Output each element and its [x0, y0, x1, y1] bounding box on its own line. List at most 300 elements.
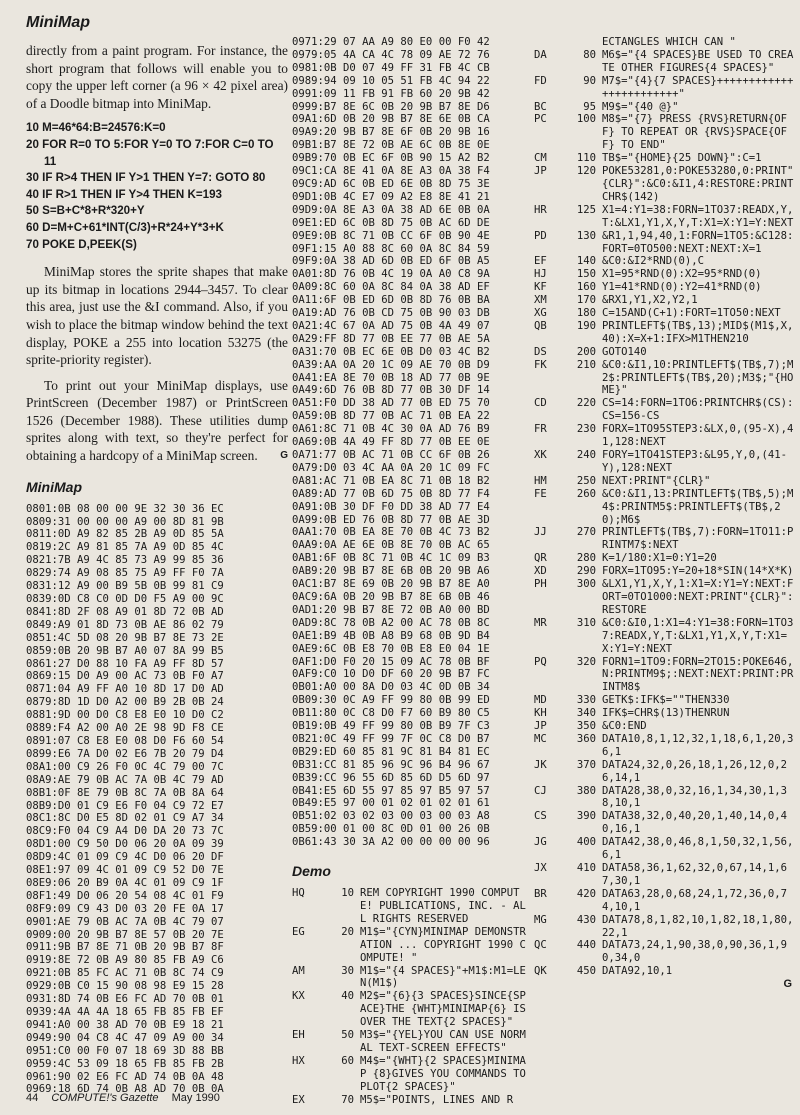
hex-line: 0A39:AA 0A 20 1C 09 AE 70 0B D9 — [292, 358, 490, 371]
demo-line — [292, 926, 530, 965]
demo-checksum: XG — [534, 307, 547, 320]
hex-line: 0A11:6F 0B ED 6D 0B 8D 76 0B BA — [292, 294, 490, 307]
demo-line — [534, 75, 796, 101]
demo-line — [534, 346, 796, 359]
hex-line: 0991:09 11 FB 91 FB 60 20 9B 42 — [292, 87, 490, 100]
demo-statement: DATA92,10,1 — [602, 965, 673, 978]
listing-title: MiniMap — [26, 478, 82, 495]
hex-line: 0921:0B 85 FC AC 71 0B 8C 74 C9 — [26, 967, 224, 980]
demo-checksum: XK — [534, 449, 547, 461]
hex-line: 09C1:CA 8E 41 0A 8E A3 0A 38 F4 — [292, 165, 490, 178]
demo-statement: FORX=1TO95:Y=20+18*SIN(14*X*K) — [602, 565, 794, 578]
hex-line: 0999:B7 8E 6C 0B 20 9B B7 8E D6 — [292, 100, 490, 113]
demo-line — [534, 36, 796, 49]
demo-line — [534, 965, 796, 978]
demo-line-number: 350 — [576, 720, 596, 733]
demo-line-number: 95 — [583, 100, 596, 113]
demo-line — [534, 307, 796, 320]
hex-line: 09B9:70 0B EC 6F 0B 90 15 A2 B2 — [292, 152, 490, 165]
hex-line: 0819:2C A9 81 85 7A A9 0D 85 4C — [26, 541, 224, 554]
demo-line-number: 420 — [576, 887, 596, 900]
hex-line: 08E1:97 09 4C 01 09 C9 52 D0 7E — [26, 864, 224, 877]
demo-line — [534, 759, 796, 785]
hex-line: 08C1:8C D0 E5 8D 02 01 C9 A7 34 — [26, 812, 224, 825]
hex-line: 0A59:0B 8D 77 0B AC 71 0B EA 22 — [292, 410, 490, 423]
hex-line: 0AB9:20 9B B7 8E 6B 0B 20 9B A6 — [292, 565, 490, 578]
demo-checksum: EX — [292, 1093, 305, 1106]
hex-line: 0849:A9 01 8D 73 0B AE 86 02 79 — [26, 618, 224, 631]
demo-line-number: 20 — [341, 925, 354, 938]
hex-line: 0809:31 00 00 00 A9 00 8D 81 9B — [26, 515, 224, 528]
hex-line: 0969:18 6D 74 0B A8 AD 70 0B 0A — [26, 1083, 224, 1096]
demo-line-number: 340 — [576, 707, 596, 720]
demo-line-number: 430 — [576, 913, 596, 926]
hex-line: 0B09:30 0C A9 FF 99 80 0B 99 ED — [292, 694, 490, 707]
hex-line: 0A09:8C 60 0A 8C 84 0A 38 AD EF — [292, 281, 490, 294]
demo-checksum: JP — [534, 165, 547, 178]
demo-statement: DATA28,38,0,32,16,1,34,30,1,38,10,1 — [602, 784, 787, 810]
hex-line: 0A99:0B ED 76 0B 8D 77 0B AE 3D — [292, 513, 490, 526]
demo-line-number: 300 — [576, 578, 596, 591]
demo-line — [534, 475, 796, 488]
hex-line: 0B01:A0 00 8A D0 03 4C 0D 0B 34 — [292, 681, 490, 694]
demo-line-number: 140 — [576, 255, 596, 268]
hex-line: 0A81:AC 71 0B EA 8C 71 0B 18 B2 — [292, 474, 490, 487]
demo-line-number: 290 — [576, 565, 596, 578]
hex-line: 08E9:06 20 B9 0A 4C 01 09 C9 1F — [26, 876, 224, 889]
demo-line-number: 70 — [341, 1093, 354, 1106]
demo-line — [534, 526, 796, 552]
demo-statement: M1$="{CYN}MINIMAP DEMONSTRATION ... COPYRIGHT 1990 COMPUTE! " — [360, 925, 526, 964]
hex-line: 0879:8D 1D D0 A2 00 B9 2B 0B 24 — [26, 696, 224, 709]
hex-line: 09F9:0A 38 AD 6D 0B ED 6F 0B A5 — [292, 255, 490, 268]
hex-line: 0B19:0B 49 FF 99 80 0B B9 7F C3 — [292, 720, 490, 733]
hex-line: 08F1:49 D0 06 20 54 08 4C 01 F9 — [26, 889, 224, 902]
demo-line — [534, 733, 796, 759]
demo-checksum: FR — [534, 423, 547, 436]
hex-line: 09C9:AD 6C 0B ED 6E 0B 8D 75 3E — [292, 177, 490, 190]
demo-line — [534, 165, 796, 204]
demo-statement: GETK$:IFK$=""THEN330 — [602, 694, 730, 707]
hex-line: 0A41:EA 8E 70 0B 18 AD 77 0B 9E — [292, 371, 490, 384]
demo-line — [534, 281, 796, 294]
demo-checksum: QC — [534, 939, 547, 952]
demo-line — [534, 320, 796, 346]
demo-checksum: QR — [534, 552, 547, 565]
hex-line: 0811:0D A9 82 85 2B A9 0D 85 5A — [26, 528, 224, 541]
hex-line: 0AC1:B7 8E 69 0B 20 9B B7 8E A0 — [292, 578, 490, 591]
demo-statement: M2$="{6}{3 SPACES}SINCE{SPACE}THE {WHT}MINIMAP{6} IS OVER THE TEXT{2 SPACES}" — [360, 990, 533, 1029]
demo-checksum: XD — [534, 565, 547, 578]
demo-statement: FORN1=1TO9:FORN=2TO15:POKE646,N:PRINTM9$;:NEXT:NEXT:PRINT:PRINTM8$ — [602, 655, 794, 694]
page-number: 44 — [26, 1092, 39, 1104]
hex-line: 09D9:0A 8E A3 0A 38 AD 6E 0B 0A — [292, 203, 490, 216]
demo-checksum: QB — [534, 319, 547, 332]
hex-line: 08A9:AE 79 0B AC 7A 0B 4C 79 AD — [26, 773, 224, 786]
hex-line: 09E1:ED 6C 0B 8D 75 0B AC 6D DE — [292, 216, 490, 229]
hex-line: 0831:12 A9 00 B9 5B 0B 99 81 C9 — [26, 580, 224, 593]
hex-line: 09D1:0B 4C E7 09 A2 E8 8E 41 21 — [292, 190, 490, 203]
listing-column-2 — [292, 36, 530, 849]
demo-line — [534, 294, 796, 307]
hex-line: 0951:C0 00 F0 07 18 69 3D 88 BB — [26, 1044, 224, 1057]
demo-checksum: HR — [534, 203, 547, 216]
hex-line: 0821:7B A9 4C 85 73 A9 99 85 36 — [26, 554, 224, 567]
hex-line: 0A31:70 0B EC 6E 0B D0 03 4C B2 — [292, 345, 490, 358]
demo-line-number: 450 — [576, 965, 596, 978]
demo-line — [534, 914, 796, 940]
demo-statement: REM COPYRIGHT 1990 COMPUTE! PUBLICATIONS, INC. - ALL RIGHTS RESERVED — [360, 887, 526, 925]
demo-checksum: PC — [534, 113, 547, 126]
demo-statement: &C0:&I0,1:X1=4:Y1=38:FORN=1TO37:READX,Y,T:&LX1,Y1,X,Y,T:X1=X:Y1=Y:NEXT — [602, 616, 794, 655]
demo-statement: C=15AND(C+1):FORT=1TO50:NEXT — [602, 307, 781, 320]
article-paragraph-2: MiniMap stores the sprite shapes that make up its bitmap in locations 2944–3457. To clear this area, just use the &I command. Also, if you wish to place the bitmap window behind the text display, POKE a 255 into location 53275 (the sprite-priority register). — [26, 264, 288, 368]
demo-statement: IFK$=CHR$(13)THENRUN — [602, 707, 730, 720]
demo-statement: DATA10,8,1,12,32,1,18,6,1,20,36,1 — [602, 732, 794, 758]
demo-line — [534, 810, 796, 836]
hex-line: 0891:07 C8 E8 E0 08 D0 F6 60 54 — [26, 734, 224, 747]
hex-line: 0A79:D0 03 4C AA 0A 20 1C 09 FC — [292, 461, 490, 474]
demo-checksum: QK — [534, 965, 547, 978]
demo-statement: M7$="{4}{7 SPACES}++++++++++++++++++++++++" — [602, 74, 794, 100]
demo-line — [534, 617, 796, 656]
demo-line-number: 380 — [576, 784, 596, 797]
demo-line — [534, 268, 796, 281]
hex-line: 0961:90 02 E6 FC AD 74 0B 0A 48 — [26, 1070, 224, 1083]
demo-line-number: 80 — [583, 48, 596, 61]
demo-statement: GOTO140 — [602, 345, 647, 358]
hex-line: 0971:29 07 AA A9 80 E0 00 F0 42 — [292, 36, 490, 48]
demo-line-number: 280 — [576, 552, 596, 565]
demo-checksum: BC — [534, 100, 547, 113]
demo-statement: FORX=1TO95STEP3:&LX,0,(95-X),41,128:NEXT — [602, 423, 794, 449]
hex-line: 0B59:00 01 00 8C 0D 01 00 26 0B — [292, 823, 490, 836]
demo-end-mark: G — [783, 978, 792, 991]
demo-checksum: EH — [292, 1029, 305, 1042]
demo-statement: M3$="{YEL}YOU CAN USE NORMAL TEXT-SCREEN EFFECTS" — [360, 1029, 526, 1054]
demo-line — [292, 887, 530, 926]
demo-line — [534, 720, 796, 733]
demo-line — [534, 565, 796, 578]
demo-line-number: 30 — [341, 964, 354, 977]
demo-line-number: 160 — [576, 281, 596, 294]
demo-checksum: MG — [534, 913, 547, 926]
demo-checksum: FE — [534, 487, 547, 500]
hex-line: 08D9:4C 01 09 C9 4C D0 06 20 DF — [26, 851, 224, 864]
hex-line: 08B1:0F 8E 79 0B 8C 7A 0B 8A 64 — [26, 786, 224, 799]
magazine-name: COMPUTE!'s Gazette — [51, 1092, 159, 1104]
hex-line: 0AE9:6C 0B E8 70 0B E8 E0 04 1E — [292, 642, 490, 655]
hex-line: 0881:9D 00 D0 C8 E8 E0 10 D0 C2 — [26, 709, 224, 722]
hex-line: 0801:0B 08 00 00 9E 32 30 36 EC — [26, 502, 224, 515]
demo-checksum: PQ — [534, 655, 547, 668]
demo-line-number: 100 — [576, 113, 596, 126]
demo-statement: DATA73,24,1,90,38,0,90,36,1,90,34,0 — [602, 939, 787, 965]
hex-line: 0A21:4C 67 0A AD 75 0B 4A 49 07 — [292, 319, 490, 332]
demo-line-number: 270 — [576, 526, 596, 539]
basic-line: 20 FOR R=0 TO 5:FOR Y=0 TO 7:FOR C=0 TO 11 — [26, 137, 274, 168]
demo-statement: &RX1,Y1,X2,Y2,1 — [602, 294, 698, 307]
hex-line: 0871:04 A9 FF A0 10 8D 17 D0 AD — [26, 683, 224, 696]
demo-line — [534, 101, 796, 114]
demo-statement: X1=95*RND(0):X2=95*RND(0) — [602, 268, 762, 281]
demo-statement: DATA58,36,1,62,32,0,67,14,1,67,30,1 — [602, 862, 787, 887]
demo-checksum: MC — [534, 732, 547, 745]
demo-line-number: 410 — [576, 862, 596, 874]
demo-statement: FORY=1TO41STEP3:&L95,Y,0,(41-Y),128:NEXT — [602, 449, 787, 474]
hex-line: 0859:0B 20 9B B7 A0 07 8A 99 B5 — [26, 644, 224, 657]
hex-line: 0AB1:6F 0B 8C 71 0B 4C 1C 09 B3 — [292, 552, 490, 565]
article-paragraph-3-text: To print out your MiniMap displays, use PrintScreen (December 1987) or PrintScreen 1526 (December 1988). These utilities dump sprites along with text, so they're perfect for obtaining a hardcopy of a MiniMap screen. — [26, 377, 288, 464]
demo-checksum: HQ — [292, 887, 305, 900]
hex-line: 09B1:B7 8E 72 0B AE 6C 0B 8E 0E — [292, 139, 490, 152]
demo-line — [292, 990, 533, 1029]
hex-line: 0919:8E 72 0B A9 80 85 FB A9 C6 — [26, 954, 224, 967]
hex-line: 0A89:AD 77 0B 6D 75 0B 8D 77 F4 — [292, 487, 490, 500]
hex-line: 0959:4C 53 09 18 65 FB 85 FB 2B — [26, 1057, 224, 1070]
hex-line: 0B61:43 30 3A A2 00 00 00 00 96 — [292, 836, 490, 849]
demo-statement: DATA24,32,0,26,18,1,26,12,0,26,14,1 — [602, 758, 787, 784]
demo-line-number — [568, 36, 602, 49]
basic-line: 70 POKE D,PEEK(S) — [26, 237, 137, 251]
demo-line-number: 50 — [341, 1029, 354, 1042]
demo-statement: &C0:&I1,13:PRINTLEFT$(TB$,5);M4$:PRINTM5$:PRINTLEFT$(TB$,20);M6$ — [602, 487, 794, 526]
demo-line-number: 150 — [576, 268, 596, 281]
demo-line-number: 180 — [576, 307, 596, 320]
hex-line: 0B41:E5 6D 55 97 85 97 B5 97 57 — [292, 784, 490, 797]
demo-checksum: XM — [534, 294, 547, 307]
basic-line: 40 IF R>1 THEN IF Y>4 THEN K=193 — [26, 187, 222, 201]
hex-line: 0949:90 04 C8 4C 47 09 A9 00 34 — [26, 1031, 224, 1044]
hex-line: 0B51:02 03 02 03 00 03 00 03 A8 — [292, 810, 490, 823]
demo-line — [292, 965, 530, 991]
hex-line: 09A1:6D 0B 20 9B B7 8E 6E 0B CA — [292, 113, 490, 126]
demo-checksum: CM — [534, 152, 547, 165]
demo-line-number: 320 — [576, 655, 596, 668]
hex-line: 08D1:00 C9 50 D0 06 20 0A 09 39 — [26, 838, 224, 851]
demo-checksum: HX — [292, 1054, 305, 1067]
demo-checksum: BR — [534, 887, 547, 900]
hex-line: 0A71:77 0B AC 71 0B CC 6F 0B 26 — [292, 449, 490, 461]
demo-checksum: FK — [534, 358, 547, 371]
hex-line: 0A61:8C 71 0B 4C 30 0A AD 76 B9 — [292, 423, 490, 436]
demo-statement: PRINTLEFT$(TB$,13);MID$(M1$,X,40):X=X+1:IFX>M1THEN210 — [602, 319, 794, 345]
demo-checksum: FD — [534, 74, 547, 87]
demo-checksum: JJ — [534, 526, 547, 539]
hex-line: 0B21:0C 49 FF 99 7F 0C C8 D0 B7 — [292, 732, 490, 745]
demo-line-number: 400 — [576, 836, 596, 849]
right-column — [534, 36, 796, 990]
demo-statement: Y1=41*RND(0):Y2=41*RND(0) — [602, 281, 762, 294]
demo-listing-part-1 — [292, 887, 533, 1106]
hex-line: 09F1:15 A0 88 8C 60 0A 8C 84 59 — [292, 242, 490, 255]
demo-checksum: DA — [534, 48, 547, 61]
hex-line: 0AA9:0A AE 6E 0B 8E 70 0B AC 65 — [292, 539, 490, 552]
demo-checksum: CD — [534, 397, 547, 410]
hex-line: 0AF9:C0 10 D0 DF 60 20 9B B7 FC — [292, 668, 490, 681]
demo-line-number: 230 — [576, 423, 596, 436]
left-column — [26, 14, 288, 1096]
demo-checksum: CS — [534, 810, 547, 823]
demo-line — [292, 1054, 533, 1094]
hex-line: 0869:15 D0 A9 00 AC 73 0B F0 A7 — [26, 670, 224, 683]
demo-line — [534, 152, 796, 165]
hex-line: 0939:4A 4A 4A 18 65 FB 85 FB EF — [26, 1006, 224, 1018]
demo-checksum: JG — [534, 836, 547, 849]
demo-line-number: 110 — [576, 152, 596, 165]
demo-line — [534, 359, 796, 398]
demo-checksum: DS — [534, 345, 547, 358]
hex-line: 0841:8D 2F 08 A9 01 8D 72 0B AD — [26, 605, 224, 618]
hex-line: 0A19:AD 76 0B CD 75 0B 90 03 DB — [292, 307, 490, 320]
demo-line — [534, 656, 796, 695]
issue-date: May 1990 — [171, 1092, 220, 1104]
demo-line — [534, 578, 796, 617]
hex-line: 0941:A0 00 38 AD 70 0B E9 18 21 — [26, 1018, 224, 1031]
article-title: MiniMap — [26, 14, 90, 31]
hex-line: 0B11:80 0C C8 D0 F7 60 B9 80 C5 — [292, 707, 490, 720]
demo-line-number: 310 — [576, 616, 596, 629]
demo-checksum: KX — [292, 990, 305, 1003]
demo-line — [534, 707, 796, 720]
hex-line: 0AE1:B9 4B 0B A8 B9 68 0B 9D B4 — [292, 629, 490, 642]
demo-listing-part-2 — [534, 36, 796, 978]
hex-line: 0AC9:6A 0B 20 9B B7 8E 6B 0B 46 — [292, 590, 490, 603]
demo-checksum — [534, 36, 568, 49]
demo-line-number: 260 — [576, 487, 596, 500]
hex-line: 0A29:FF 8D 77 0B EE 77 0B AE 5A — [292, 332, 490, 345]
demo-line-number: 390 — [576, 810, 596, 823]
hex-line: 0989:94 09 10 05 51 FB 4C 94 22 — [292, 74, 490, 87]
demo-statement: &C0:END — [602, 720, 647, 733]
demo-title: Demo — [292, 863, 331, 880]
demo-checksum: AM — [292, 964, 305, 977]
demo-checksum: HJ — [534, 268, 547, 281]
hex-line: 08A1:00 C9 26 F0 0C 4C 79 00 7C — [26, 760, 224, 773]
demo-line — [534, 862, 796, 888]
hex-line: 09A9:20 9B B7 8E 6F 0B 20 9B 16 — [292, 126, 490, 139]
demo-checksum: JK — [534, 758, 547, 771]
basic-line: 10 M=46*64:B=24576:K=0 — [26, 121, 166, 135]
hex-line: 0A51:F0 DD 38 AD 77 0B ED 75 70 — [292, 397, 490, 410]
demo-line — [292, 1029, 530, 1055]
demo-line — [534, 694, 796, 707]
hex-line: 08B9:D0 01 C9 E6 F0 04 C9 72 E7 — [26, 799, 224, 812]
end-mark: G — [280, 450, 288, 462]
demo-line — [534, 49, 796, 75]
basic-line: 60 D=M+C+61*INT(C/3)+R*24+Y*3+K — [26, 220, 224, 234]
demo-line-number: 10 — [341, 887, 354, 900]
hex-line: 0B29:ED 60 85 81 9C 81 B4 81 EC — [292, 745, 490, 758]
hex-line: 0931:8D 74 0B E6 FC AD 70 0B 01 — [26, 993, 224, 1006]
hex-line: 0889:F4 A2 00 A0 2E 98 9D F8 CE — [26, 722, 224, 735]
demo-statement: DATA78,8,1,82,10,1,82,18,1,80,22,1 — [602, 913, 794, 939]
demo-line — [534, 488, 796, 527]
hex-line: 0901:AE 79 0B AC 7A 0B 4C 79 07 — [26, 915, 224, 928]
demo-line-number: 40 — [341, 990, 354, 1003]
demo-line-number: 125 — [576, 203, 596, 216]
demo-line — [292, 1094, 530, 1107]
hex-line: 0829:74 A9 08 85 75 A9 FF F0 7A — [26, 567, 224, 580]
basic-program — [26, 120, 288, 253]
demo-line — [534, 939, 796, 965]
demo-statement: &C0:&I1,10:PRINTLEFT$(TB$,7);M2$:PRINTLEFT$(TB$,20);M3$;"{HOME}" — [602, 358, 794, 397]
demo-line — [534, 255, 796, 268]
hex-line: 0A69:0B 4A 49 FF 8D 77 0B EE 0E — [292, 436, 490, 449]
demo-line-number: 440 — [576, 939, 596, 952]
hex-line: 0839:0D C8 C0 0D D0 F5 A9 00 9C — [26, 593, 224, 605]
demo-line-number: 360 — [576, 732, 596, 745]
demo-checksum: PH — [534, 578, 547, 591]
demo-statement: M4$="{WHT}{2 SPACES}MINIMAP {8}GIVES YOU COMMANDS TO PLOT{2 SPACES}" — [360, 1054, 533, 1093]
demo-checksum: JX — [534, 862, 547, 874]
demo-statement: M8$="{7} PRESS {RVS}RETURN{OFF} TO REPEAT OR {RVS}SPACE{OFF} TO END" — [602, 113, 787, 152]
demo-line-number: 130 — [576, 229, 596, 242]
demo-statement: &R1,1,94,40,1:FORN=1TO5:&C128:FORT=0TO500:NEXT:NEXT:X=1 — [602, 229, 794, 255]
hex-line: 08C9:F0 04 C9 A4 D0 DA 20 73 7C — [26, 825, 224, 838]
demo-statement: &C0:&I2*RND(0),C — [602, 255, 705, 268]
basic-line: 50 S=B+C*8+R*320+Y — [26, 204, 145, 218]
demo-line-number: 330 — [576, 694, 596, 707]
demo-line — [534, 449, 796, 475]
hex-line: 0AD9:8C 78 0B A2 00 AC 78 0B 8C — [292, 616, 490, 629]
article-intro: directly from a paint program. For instance, the short program that follows will enable you to copy the upper left corner (a 96 × 42 pixel area) of a Doodle bitmap into MiniMap. — [26, 43, 288, 111]
demo-line — [534, 204, 796, 230]
hex-line: 0B39:CC 96 55 6D 85 6D D5 6D 97 — [292, 771, 490, 784]
demo-line-number: 370 — [576, 758, 596, 771]
demo-checksum: EF — [534, 255, 547, 268]
demo-statement: DATA38,32,0,40,20,1,40,14,0,40,16,1 — [602, 810, 787, 836]
demo-statement: ECTANGLES WHICH CAN " — [602, 36, 736, 48]
demo-checksum: KH — [534, 707, 547, 720]
hex-line: 0861:27 D0 88 10 FA A9 FF 8D 57 — [26, 657, 224, 670]
demo-line — [534, 423, 796, 449]
demo-checksum: MD — [534, 694, 547, 707]
demo-statement: CS=14:FORN=1TO6:PRINTCHR$(CS):CS=156-CS — [602, 397, 794, 423]
hex-line: 0A49:6D 76 0B 8D 77 0B 30 DF 14 — [292, 384, 490, 397]
hex-line: 08F9:09 C9 43 D0 03 20 FE 0A 17 — [26, 902, 224, 915]
hex-line: 0AA1:70 0B EA 8E 70 0B 4C 73 B2 — [292, 526, 490, 539]
page-footer — [26, 1092, 230, 1104]
demo-line — [534, 836, 796, 862]
demo-checksum: MR — [534, 616, 547, 629]
demo-line-number: 240 — [576, 449, 596, 461]
demo-statement: M5$="POINTS, LINES AND R — [360, 1093, 514, 1106]
hex-line: 0AF1:D0 F0 20 15 09 AC 78 0B BF — [292, 655, 490, 668]
demo-statement: NEXT:PRINT"{CLR}" — [602, 474, 711, 487]
hex-line: 0B31:CC 81 85 96 9C 96 B4 96 67 — [292, 758, 490, 771]
demo-statement: M9$="{40 @}" — [602, 100, 679, 113]
demo-line-number: 170 — [576, 294, 596, 307]
demo-checksum: HM — [534, 474, 547, 487]
demo-statement: POKE53281,0:POKE53280,0:PRINT"{CLR}":&C0:&I1,4:RESTORE:PRINTCHR$(142) — [602, 165, 794, 203]
hex-line: 0A01:8D 76 0B 4C 19 0A A0 C8 9A — [292, 268, 490, 281]
demo-line — [534, 397, 796, 423]
demo-statement: X1=4:Y1=38:FORN=1TO37:READX,Y,T:&LX1,Y1,X,Y,T:X1=X:Y1=Y:NEXT — [602, 203, 794, 229]
hex-line: 0A91:0B 30 DF F0 DD 38 AD 77 E4 — [292, 500, 490, 513]
hex-line: 0981:0B D0 07 49 FF 31 FB 4C CB — [292, 61, 490, 74]
listing-column-1 — [26, 503, 288, 1097]
demo-line — [534, 113, 796, 152]
demo-checksum: JP — [534, 720, 547, 733]
demo-line-number: 250 — [576, 474, 596, 487]
demo-line-number: 200 — [576, 345, 596, 358]
demo-statement: M1$="{4 SPACES}"+M1$:M1=LEN(M1$) — [360, 964, 526, 990]
demo-line — [534, 888, 796, 914]
hex-line: 0979:05 4A CA 4C 78 09 AE 72 76 — [292, 48, 490, 61]
hex-line: 09E9:0B 8C 71 0B CC 6F 0B 90 4E — [292, 229, 490, 242]
middle-column — [292, 36, 533, 1107]
